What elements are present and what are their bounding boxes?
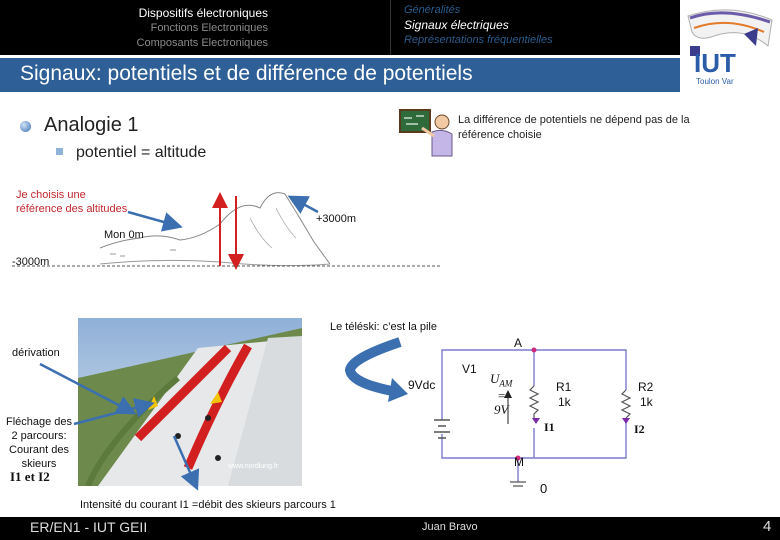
r2-name: R2 (638, 380, 654, 394)
current-i2-label: I2 (634, 422, 645, 436)
uam-sub: AM (499, 378, 513, 389)
r1-name: R1 (556, 380, 572, 394)
r1-value: 1k (558, 395, 571, 409)
circuit-diagram (398, 338, 668, 500)
header-right-nav (404, 3, 553, 48)
annotation-i1i2: I1 et I2 (10, 469, 50, 484)
photo-watermark: www.nordlung.fr (228, 463, 279, 470)
source-value: 9Vdc (408, 378, 436, 392)
current-i1-label: I1 (544, 420, 555, 434)
footer-author: Juan Bravo (422, 521, 478, 533)
subpoint-text: potentiel = altitude (76, 144, 207, 161)
node-a-label: A (514, 336, 523, 350)
page-number: 4 (763, 518, 772, 535)
note-reference: La différence de potentiels ne dépend pas de la référence choisie (458, 114, 690, 141)
header-left-nav (137, 6, 268, 51)
header-separator (390, 0, 391, 55)
analogie-heading: Analogie 1 (44, 114, 139, 136)
footer-bar (0, 517, 780, 540)
nav-composants[interactable]: Composants Electroniques (136, 37, 268, 49)
ski-slope-photo (78, 318, 302, 486)
annotation-flechage: Fléchage des 2 parcours: Courant des skieurs (5, 416, 73, 470)
title-bar (0, 58, 680, 92)
nav-fonctions[interactable]: Fonctions Electroniques (150, 22, 268, 34)
annotation-teleski: Le téléski: c’est la pile (330, 321, 437, 333)
r2-value: 1k (640, 395, 653, 409)
mountain-sketch (100, 178, 330, 274)
annotation-plus3000: +3000m (316, 213, 357, 225)
uam-eq: = (498, 388, 506, 403)
bullet-icon (20, 121, 31, 132)
iut-logo (684, 6, 776, 94)
source-name: V1 (462, 362, 477, 376)
annotation-mon0m: Mon 0m (104, 229, 144, 241)
ground-label: 0 (540, 481, 548, 496)
uam-value: 9V (494, 402, 509, 417)
annotation-derivation: dérivation (12, 347, 60, 359)
slide-title: Signaux: potentiels et de différence de potentiels (20, 62, 473, 85)
square-bullet-icon (56, 148, 63, 155)
uam-u: U (490, 371, 500, 386)
annotation-intensite: Intensité du courant I1 =débit des skieurs parcours 1 (80, 499, 336, 511)
curved-arrow-icon (350, 342, 400, 392)
logo-subtitle: Toulon Var (696, 77, 734, 86)
header-bar (0, 0, 680, 55)
nav-signaux[interactable]: Signaux électriques (404, 18, 509, 32)
nav-dispositifs[interactable]: Dispositifs électroniques (138, 6, 268, 20)
annotation-reference: Je choisis une référence des altitudes (16, 189, 128, 215)
teacher-clipart-icon (398, 106, 458, 158)
node-m-label: M (514, 455, 524, 469)
nav-generalites[interactable]: Généralités (404, 4, 461, 16)
footer-course: ER/EN1 - IUT GEII (30, 519, 148, 535)
annotation-minus3000: -3000m (12, 256, 50, 268)
logo-text: IUT (694, 48, 736, 78)
node-a-dot (532, 348, 537, 353)
nav-representations[interactable]: Représentations fréquentielles (404, 34, 553, 46)
